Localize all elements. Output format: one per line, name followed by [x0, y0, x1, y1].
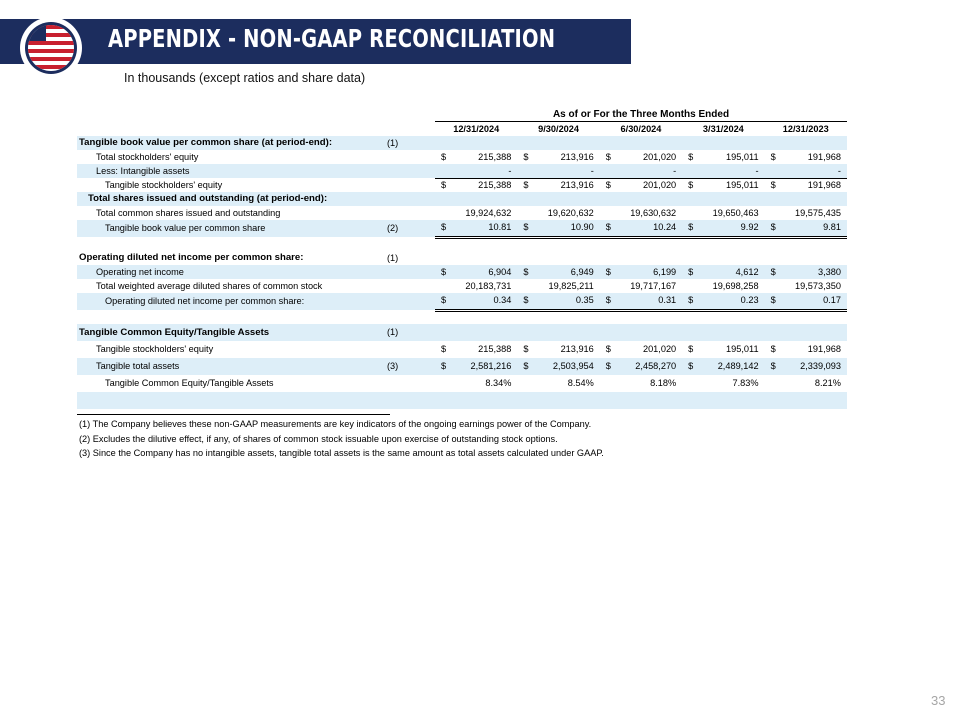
period-heading-row — [77, 108, 847, 122]
footnote-ref: (1) — [387, 138, 399, 148]
value-number: 9.81 — [823, 221, 841, 232]
value-number: 19,717,167 — [630, 280, 677, 291]
table-row — [77, 375, 847, 392]
value-cell — [435, 341, 517, 358]
currency-symbol: $ — [688, 361, 694, 371]
currency-symbol: $ — [441, 180, 447, 190]
value-number: 213,916 — [560, 344, 594, 354]
value-number: 8.21% — [814, 378, 841, 388]
value-number: 8.54% — [567, 378, 594, 388]
value-cell — [682, 341, 764, 358]
value-cell — [765, 164, 847, 179]
currency-symbol: $ — [688, 344, 694, 354]
value-cell — [600, 164, 682, 179]
value-number: 8.34% — [485, 378, 512, 388]
currency-symbol: $ — [770, 267, 776, 277]
value-number: 3,380 — [817, 267, 841, 277]
value-cell — [435, 178, 517, 192]
table-row — [77, 220, 847, 237]
value-cell — [600, 219, 682, 239]
value-cell — [435, 150, 517, 164]
value-cell — [435, 164, 517, 179]
value-cell — [517, 150, 599, 164]
value-cell — [600, 265, 682, 279]
row-label: Tangible stockholders' equity — [96, 344, 214, 354]
footnote-ref: (1) — [387, 327, 399, 337]
value-number: 19,825,211 — [548, 280, 594, 291]
currency-symbol: $ — [523, 294, 529, 305]
row-label: Total weighted average diluted shares of common stock — [96, 281, 323, 291]
value-number: 0.35 — [575, 294, 594, 305]
table-row — [77, 150, 847, 164]
value-cell — [517, 341, 599, 358]
value-cell — [600, 358, 682, 375]
footnote-separator — [77, 414, 390, 415]
value-number: 0.17 — [823, 294, 841, 305]
value-cell — [765, 265, 847, 279]
value-cell — [765, 341, 847, 358]
currency-symbol: $ — [688, 221, 694, 232]
currency-symbol: $ — [441, 294, 447, 305]
row-label: Tangible book value per common share — [105, 223, 266, 233]
footnote-ref: (1) — [387, 253, 399, 263]
value-number: 19,698,258 — [712, 280, 759, 291]
row-label: Total stockholders' equity — [96, 152, 199, 162]
value-number: 215,388 — [478, 344, 512, 354]
currency-symbol: $ — [523, 361, 529, 371]
value-number: 2,339,093 — [800, 361, 841, 371]
value-cell — [600, 292, 682, 312]
currency-symbol: $ — [523, 221, 529, 232]
column-header: 12/31/2023 — [765, 121, 847, 137]
currency-symbol: $ — [770, 361, 776, 371]
value-number: 191,968 — [807, 344, 841, 354]
value-number: 2,503,954 — [552, 361, 594, 371]
value-cell — [765, 219, 847, 239]
value-number: 9.92 — [740, 221, 759, 232]
value-cell — [435, 358, 517, 375]
currency-symbol: $ — [605, 267, 611, 277]
value-cell — [682, 358, 764, 375]
currency-symbol: $ — [770, 294, 776, 305]
currency-symbol: $ — [523, 152, 529, 162]
column-header: 9/30/2024 — [517, 121, 599, 137]
value-number: 4,612 — [735, 267, 759, 277]
value-cell — [517, 292, 599, 312]
value-cell — [682, 292, 764, 312]
row-label: Operating diluted net income per common share: — [105, 296, 305, 306]
value-number: 19,620,632 — [547, 207, 594, 218]
value-number: 191,968 — [807, 152, 841, 162]
footnote-ref: (2) — [387, 223, 399, 233]
value-cell — [435, 265, 517, 279]
currency-symbol: $ — [523, 344, 529, 354]
value-number: - — [837, 165, 841, 176]
value-cell — [517, 178, 599, 192]
currency-symbol: $ — [688, 180, 694, 190]
value-number: 213,916 — [560, 152, 594, 162]
section-heading: Total shares issued and outstanding (at period-end): — [88, 193, 328, 204]
table-row-blank — [77, 392, 847, 409]
value-cell — [765, 358, 847, 375]
value-cell — [600, 341, 682, 358]
footnote: (1) The Company believes these non-GAAP measurements are key indicators of the ongoing earnings power of the Company. — [79, 419, 592, 429]
section-heading: Tangible Common Equity/Tangible Assets — [79, 327, 270, 338]
currency-symbol: $ — [605, 221, 611, 232]
currency-symbol: $ — [770, 344, 776, 354]
currency-symbol: $ — [523, 267, 529, 277]
value-cell — [600, 178, 682, 192]
value-number: 0.23 — [740, 294, 759, 305]
value-cell — [435, 375, 517, 392]
value-number: 195,011 — [726, 152, 759, 162]
value-number: 0.34 — [493, 294, 512, 305]
value-number: 19,573,350 — [794, 280, 841, 291]
row-label: Tangible stockholders' equity — [105, 180, 223, 190]
currency-symbol: $ — [523, 180, 529, 190]
value-cell — [517, 265, 599, 279]
column-header: 6/30/2024 — [600, 121, 682, 137]
value-number: 19,575,435 — [794, 207, 841, 218]
value-number: 20,183,731 — [465, 280, 512, 291]
value-number: 201,020 — [642, 152, 677, 162]
value-number: 2,581,216 — [470, 361, 512, 371]
flag-globe-logo — [20, 17, 82, 79]
currency-symbol: $ — [441, 344, 447, 354]
value-number: 19,924,632 — [465, 207, 512, 218]
currency-symbol: $ — [441, 152, 447, 162]
table-row — [77, 164, 847, 178]
value-number: 10.90 — [570, 221, 594, 232]
currency-symbol: $ — [605, 344, 611, 354]
value-cell — [517, 219, 599, 239]
table-row — [77, 178, 847, 192]
value-number: - — [673, 165, 677, 176]
currency-symbol: $ — [605, 361, 611, 371]
currency-symbol: $ — [770, 180, 776, 190]
value-number: - — [755, 165, 759, 176]
value-number: 215,388 — [478, 152, 512, 162]
page-number: 33 — [931, 693, 946, 708]
column-header-row — [77, 122, 847, 136]
row-label: Tangible total assets — [96, 361, 180, 371]
value-number: 6,904 — [488, 267, 512, 277]
row-label: Less: Intangible assets — [96, 166, 190, 176]
value-number: - — [508, 165, 512, 176]
value-cell — [682, 150, 764, 164]
value-cell — [435, 219, 517, 239]
section-heading-row — [77, 136, 847, 150]
value-cell — [600, 150, 682, 164]
row-label: Total common shares issued and outstanding — [96, 208, 281, 218]
value-number: 8.18% — [650, 378, 677, 388]
reconciliation-table — [77, 108, 847, 409]
table-row — [77, 293, 847, 310]
value-cell — [682, 375, 764, 392]
footnote: (3) Since the Company has no intangible assets, tangible total assets is the same amount as total assets calculated under GAAP. — [79, 448, 604, 458]
value-cell — [517, 358, 599, 375]
table-row — [77, 265, 847, 279]
value-number: 10.81 — [488, 221, 512, 232]
value-cell — [765, 178, 847, 192]
value-cell — [682, 219, 764, 239]
currency-symbol: $ — [770, 152, 776, 162]
units-subtitle: In thousands (except ratios and share data) — [124, 71, 366, 85]
value-number: 7.83% — [732, 378, 759, 388]
value-cell — [765, 375, 847, 392]
value-number: 19,650,463 — [712, 207, 759, 218]
table-row — [77, 341, 847, 358]
currency-symbol: $ — [605, 152, 611, 162]
value-cell — [765, 150, 847, 164]
value-number: 10.24 — [653, 221, 677, 232]
currency-symbol: $ — [441, 221, 447, 232]
row-label: Tangible Common Equity/Tangible Assets — [105, 378, 274, 388]
value-cell — [600, 375, 682, 392]
section-heading-row — [77, 192, 847, 206]
value-cell — [435, 292, 517, 312]
page-title: APPENDIX - NON-GAAP RECONCILIATION — [108, 24, 556, 53]
value-cell — [682, 265, 764, 279]
value-cell — [682, 178, 764, 192]
value-number: 0.31 — [658, 294, 677, 305]
section-heading-row — [77, 324, 847, 341]
column-header: 3/31/2024 — [682, 121, 764, 137]
value-cell — [517, 375, 599, 392]
currency-symbol: $ — [688, 152, 694, 162]
currency-symbol: $ — [605, 180, 611, 190]
section-heading: Operating diluted net income per common share: — [79, 252, 304, 263]
value-cell — [517, 164, 599, 179]
column-header: 12/31/2024 — [435, 121, 517, 137]
value-number: 191,968 — [807, 180, 841, 190]
value-number: 195,011 — [726, 344, 759, 354]
value-number: 2,458,270 — [635, 361, 677, 371]
table-row — [77, 358, 847, 375]
value-number: 6,949 — [570, 267, 594, 277]
value-number: 201,020 — [642, 344, 677, 354]
currency-symbol: $ — [441, 267, 447, 277]
row-label: Operating net income — [96, 267, 184, 277]
value-number: - — [590, 165, 594, 176]
value-number: 215,388 — [478, 180, 512, 190]
value-cell — [682, 164, 764, 179]
value-number: 2,489,142 — [717, 361, 759, 371]
footnotes — [79, 417, 604, 461]
currency-symbol: $ — [688, 294, 694, 305]
value-cell — [765, 292, 847, 312]
footnote: (2) Excludes the dilutive effect, if any, of shares of common stock issuable upon exercise of outstanding stock options. — [79, 433, 558, 444]
value-number: 201,020 — [642, 180, 677, 190]
section-heading-row — [77, 251, 847, 265]
value-number: 6,199 — [653, 267, 677, 277]
currency-symbol: $ — [770, 221, 776, 232]
value-number: 19,630,632 — [630, 207, 677, 218]
period-heading: As of or For the Three Months Ended — [552, 109, 730, 120]
currency-symbol: $ — [441, 361, 447, 371]
section-heading: Tangible book value per common share (at period-end): — [79, 137, 333, 148]
value-number: 195,011 — [726, 180, 759, 190]
value-number: 213,916 — [560, 180, 594, 190]
currency-symbol: $ — [605, 294, 611, 305]
footnote-ref: (3) — [387, 361, 399, 371]
currency-symbol: $ — [688, 267, 694, 277]
